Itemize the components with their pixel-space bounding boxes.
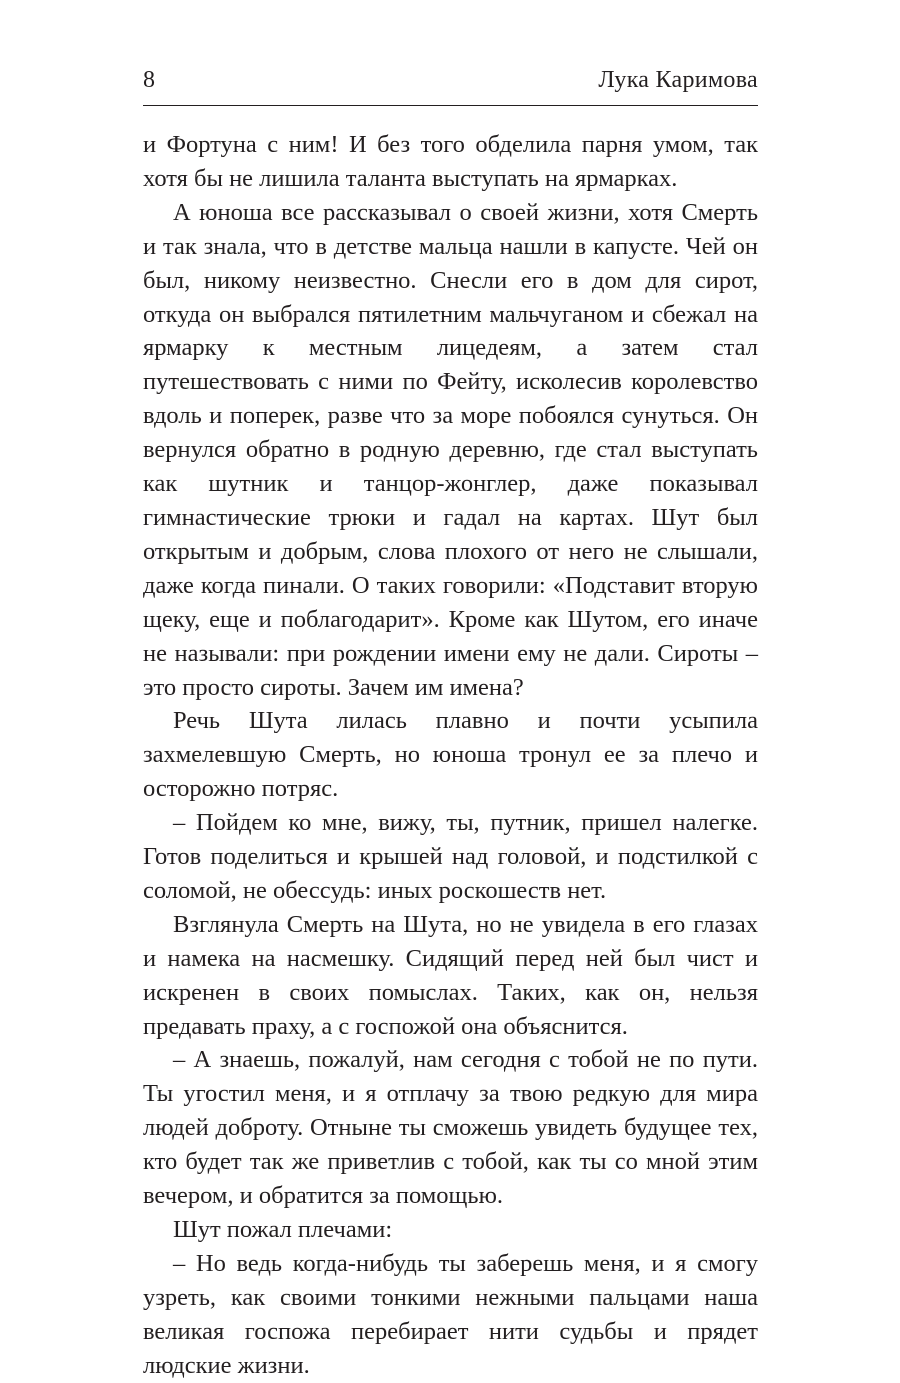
page-number: 8 [143, 67, 155, 93]
paragraph: – Но ведь когда-нибудь ты заберешь меня, и я смогу узреть, как своими тонкими нежными пальцами наша великая госпожа перебирает нити судьбы и прядет людские жизни. [143, 1249, 758, 1379]
header-rule [143, 105, 758, 106]
paragraph: и Фортуна с ним! И без того обделила парня умом, так хотя бы не лишила таланта выступать на ярмарках. [143, 131, 758, 192]
paragraph: Речь Шута лилась плавно и почти усыпила захмелевшую Смерть, но юноша тронул ее за плечо и осторожно потряс. [143, 707, 758, 803]
book-page [143, 60, 758, 1379]
paragraph: Взглянула Смерть на Шута, но не увидела в его глазах и намека на насмешку. Сидящий перед ней был чист и искренен в своих помыслах. Таких, как он, нельзя предавать праху, а с госпожой она объяснится. [143, 910, 758, 1040]
paragraph: А юноша все рассказывал о своей жизни, хотя Смерть и так знала, что в детстве мальца нашли в капусте. Чей он был, никому неизвестно. Снесли его в дом для сирот, откуда он выбрался пятилетним мальчуганом и сбежал на ярмарку к местным лицедеям, а затем стал путешествовать с ними по Фейту, исколесив королевство вдоль и поперек, разве что за море побоялся сунуться. Он вернулся обратно в родную деревню, где стал выступать как шутник и танцор-жонглер, даже показывал гимнастические трюки и гадал на картах. Шут был открытым и добрым, слова плохого от него не слышали, даже когда пинали. О таких говорили: «Подставит вторую щеку, еще и поблагодарит». Кроме как Шутом, его иначе не называли: при рождении имени ему не дали. Сироты – это просто сироты. Зачем им имена? [143, 198, 758, 701]
running-head [143, 60, 758, 100]
paragraph: – Пойдем ко мне, вижу, ты, путник, пришел налегке. Готов поделиться и крышей над головой, и подстилкой с соломой, не обессудь: иных роскошеств нет. [143, 809, 758, 904]
body-text [143, 128, 758, 1383]
paragraph: – А знаешь, пожалуй, нам сегодня с тобой не по пути. Ты угостил меня, и я отплачу за твою редкую для мира людей доброту. Отныне ты сможешь увидеть будущее тех, кто будет так же приветлив с тобой, как ты со мной этим вечером, и обратится за помощью. [143, 1046, 758, 1210]
author-name: Лука Каримова [598, 67, 758, 93]
paragraph: Шут пожал плечами: [173, 1216, 393, 1243]
